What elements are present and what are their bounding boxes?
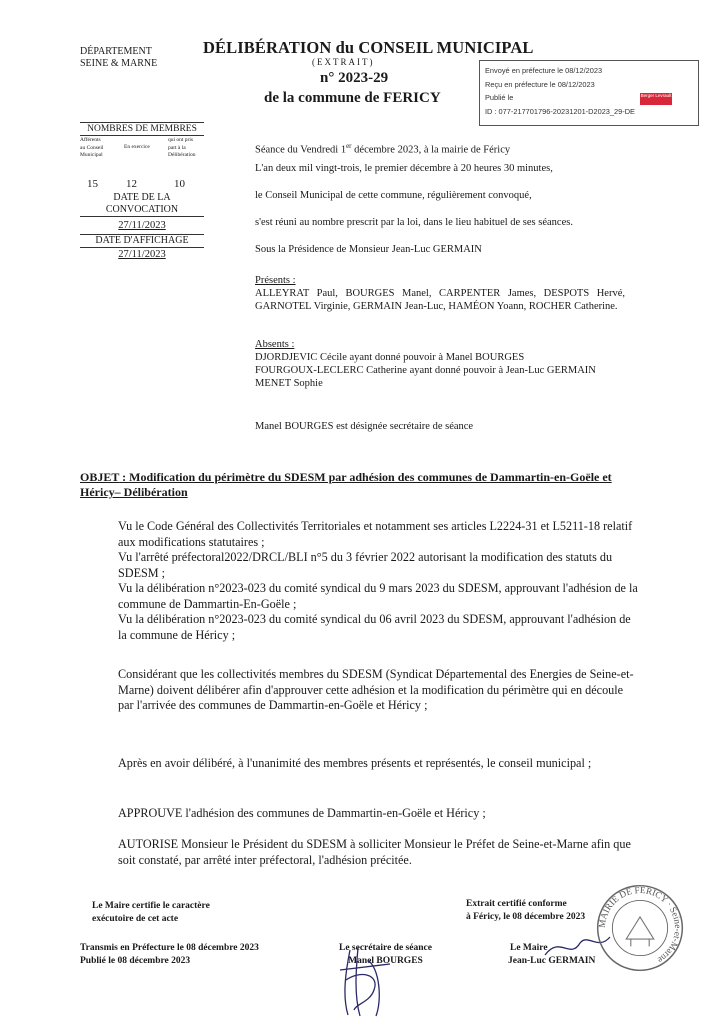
affichage-date: 27/11/2023	[118, 249, 166, 260]
seance-line-2: L'an deux mil vingt-trois, le premier décembre à 20 heures 30 minutes,	[255, 163, 553, 174]
secretaire-line: Manel BOURGES est désignée secrétaire de séance	[255, 421, 474, 432]
value-exercice: 12	[126, 178, 137, 190]
seance-line-3: le Conseil Municipal de cette commune, régulièrement convoqué,	[255, 190, 532, 201]
department-line: DÉPARTEMENT	[80, 46, 152, 57]
stamp-id: ID : 077-217701796-20231201-D2023_29-DE	[485, 106, 635, 116]
presents-list: ALLEYRAT Paul, BOURGES Manel, CARPENTER James, DESPOTS Hervé, GARNOTEL Virginie, GERMAIN Jean-Luc, HAMÉON Yoann, ROCHER Catherine.	[255, 288, 625, 312]
footer-line: Jean-Luc GERMAIN	[508, 955, 596, 966]
objet-label: OBJET	[80, 470, 120, 484]
absent-item: DJORDJEVIC Cécile ayant donné pouvoir à Manel BOURGES	[255, 352, 525, 363]
membres-heading: NOMBRES DE MEMBRES	[80, 122, 204, 136]
col-line: part à la	[168, 144, 186, 151]
vu-item: Vu la délibération n°2023-023 du comité syndical du 9 mars 2023 du SDESM, approuvant l'adhésion de la commune de Dammartin-En-Goële ;	[118, 581, 638, 611]
seance-text: Séance du Vendredi 1	[255, 144, 347, 156]
affichage-block	[80, 234, 204, 260]
stamp-publie: Publié le	[485, 93, 514, 102]
deliberation-number: n° 2023-29	[320, 70, 389, 86]
col-exercice: En exercice	[124, 144, 150, 150]
seance-line-4: s'est réuni au nombre prescrit par la loi, dans le lieu habituel de ses séances.	[255, 217, 573, 228]
seance-line-1	[255, 142, 510, 156]
footer-line: Le Maire	[510, 943, 548, 953]
stamp-envoye: Envoyé en préfecture le 08/12/2023	[485, 66, 603, 75]
col-afferents	[80, 137, 103, 160]
commune-name: de la commune de FERICY	[264, 90, 441, 106]
seance-text: décembre 2023, à la mairie de Féricy	[351, 144, 511, 156]
col-line: Délibération	[168, 152, 196, 158]
absents-label: Absents :	[255, 339, 295, 350]
presents-section	[255, 274, 625, 313]
footer-line: exécutoire de cet acte	[92, 913, 179, 924]
vu-item: Vu la délibération n°2023-023 du comité syndical du 06 avril 2023 du SDESM, approuvant l'adhésion de la commune de Héricy ;	[118, 612, 631, 642]
col-line: qui ont pris	[168, 137, 194, 143]
seance-line-5: Sous la Présidence de Monsieur Jean-Luc GERMAIN	[255, 244, 482, 255]
absent-item: FOURGOUX-LECLERC Catherine ayant donné pouvoir à Jean-Luc GERMAIN	[255, 365, 596, 376]
footer-line: Le secrétaire de séance	[339, 943, 432, 953]
stamp-recu: Reçu en préfecture le 08/12/2023	[485, 79, 595, 89]
prefecture-stamp	[479, 60, 699, 126]
presents-label: Présents :	[255, 275, 296, 286]
col-line: au Conseil	[80, 144, 104, 151]
absents-section	[255, 338, 625, 390]
footer-line: Le Maire certifie le caractère	[92, 901, 210, 911]
apres-paragraph: Après en avoir délibéré, à l'unanimité des membres présents et représentés, le conseil municipal ;	[118, 756, 592, 770]
objet-heading	[80, 470, 640, 500]
page-title: DÉLIBÉRATION du CONSEIL MUNICIPAL	[203, 38, 534, 57]
considerant-paragraph: Considérant que les collectivités membres du SDESM (Syndicat Départemental des Energies de Seine-et-Marne) doivent délibérer afin d'approuver cette adhésion et la modification du périmètre qui en découle par l'arrivée des communes de Dammartin-en-Goële et Héricy ;	[118, 667, 634, 712]
convocation-date: 27/11/2023	[118, 220, 166, 231]
seance-sup: er	[346, 142, 352, 150]
transmis-publie	[80, 942, 259, 967]
department-line: SEINE & MARNE	[80, 58, 158, 69]
footer-line: à Féricy, le 08 décembre 2023	[466, 911, 586, 922]
secretaire-signature	[320, 940, 430, 1020]
seal-text: MAIRIE DE FÉRICY · Seine-et-Marne	[596, 884, 684, 966]
maire-certifie	[92, 900, 210, 925]
value-afferents: 15	[87, 178, 98, 190]
berger-levrault-logo: Berger Levrault	[640, 93, 672, 105]
footer-line: Extrait certifié conforme	[466, 899, 567, 909]
col-deliberation	[168, 137, 196, 160]
extrait-certifie	[466, 898, 585, 923]
objet-text: : Modification du périmètre du SDESM par adhésion des communes de Dammartin-en-Goële et Héricy– Délibération	[80, 470, 612, 499]
footer-line: Manel BOURGES	[348, 955, 423, 966]
footer-line: Publié le 08 décembre 2023	[80, 955, 191, 966]
vu-section	[118, 519, 638, 643]
membres-box	[80, 122, 204, 162]
autorise-paragraph: AUTORISE Monsieur le Président du SDESM à solliciter Monsieur le Préfet de Seine-et-Marne afin que soit constaté, par arrêté inter préfectoral, l'adhésion précitée.	[118, 837, 631, 867]
vu-item: Vu l'arrêté préfectoral2022/DRCL/BLI n°5 du 3 février 2022 autorisant la modification des statuts du SDESM ;	[118, 550, 613, 580]
membres-columns	[80, 136, 204, 162]
col-line: Afférents	[80, 137, 101, 143]
col-line: Municipal	[80, 152, 103, 158]
convocation-label: DATE DE LA CONVOCATION	[80, 192, 204, 217]
vu-item: Vu le Code Général des Collectivités Territoriales et notamment ses articles L2224-31 et L5211-18 relatif aux modifications statutaires ;	[118, 519, 633, 549]
extrait-label: (EXTRAIT)	[312, 57, 375, 67]
department-label	[80, 46, 157, 70]
value-deliberation: 10	[174, 178, 185, 190]
absent-item: MENET Sophie	[255, 378, 323, 389]
footer-line: Transmis en Préfecture le 08 décembre 2023	[80, 943, 259, 953]
mairie-seal	[594, 882, 686, 974]
approuve-paragraph: APPROUVE l'adhésion des communes de Dammartin-en-Goële et Héricy ;	[118, 806, 486, 820]
convocation-block	[80, 192, 204, 231]
affichage-label: DATE D'AFFICHAGE	[80, 234, 204, 248]
